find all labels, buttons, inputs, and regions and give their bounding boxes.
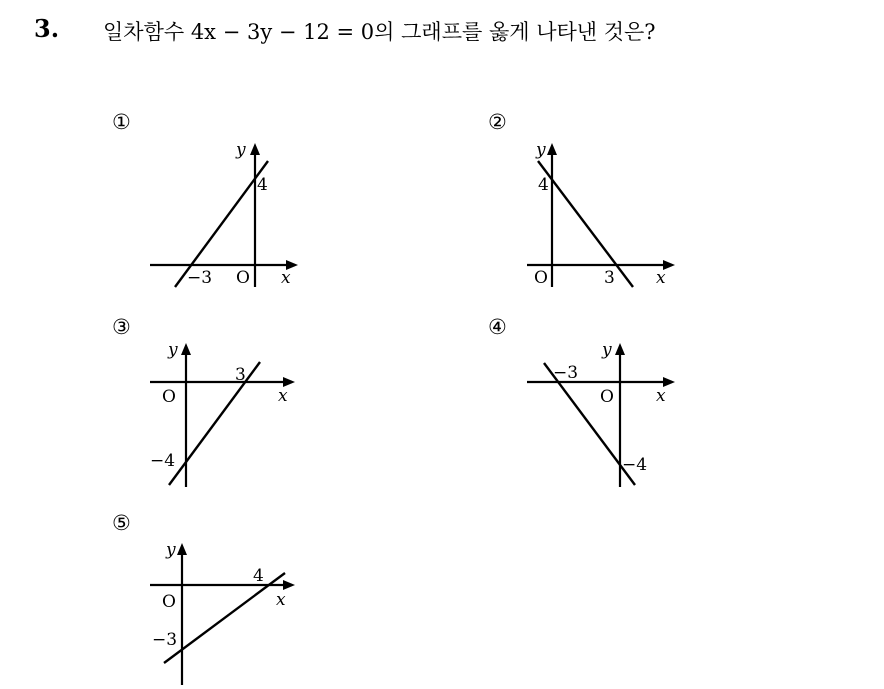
choice-1-graph (140, 135, 310, 295)
y-intercept-label: 4 (257, 175, 268, 195)
y-axis-label: y (536, 140, 546, 160)
origin-label: O (162, 387, 176, 407)
origin-label: O (534, 268, 548, 288)
choice-2-graph (520, 135, 690, 295)
y-intercept-label: 4 (538, 175, 549, 195)
y-axis-arrow (181, 343, 191, 355)
x-axis-label: x (281, 268, 291, 288)
choice-4-mark[interactable]: ④ (488, 315, 507, 339)
y-intercept-label: −3 (152, 630, 178, 650)
y-axis-arrow (177, 543, 187, 555)
y-axis-label: y (236, 140, 246, 160)
y-axis-label: y (168, 340, 178, 360)
y-intercept-label: −4 (150, 451, 176, 471)
x-intercept-label: −3 (187, 268, 213, 288)
choice-5-mark[interactable]: ⑤ (112, 511, 131, 535)
function-line (169, 362, 260, 485)
origin-label: O (236, 268, 250, 288)
origin-label: O (162, 592, 176, 612)
x-intercept-label: 3 (235, 365, 246, 385)
choice-1-mark[interactable]: ① (112, 110, 131, 134)
x-axis-arrow (283, 580, 295, 590)
y-axis-label: y (166, 540, 176, 560)
choice-2-mark[interactable]: ② (488, 110, 507, 134)
choice-5-graph (140, 535, 310, 689)
x-intercept-label: −3 (553, 363, 579, 383)
y-axis-arrow (615, 343, 625, 355)
x-intercept-label: 4 (253, 566, 264, 586)
choice-3-mark[interactable]: ③ (112, 315, 131, 339)
question-text: 일차함수 4x − 3y − 12 = 0의 그래프를 옳게 나타낸 것은? (103, 20, 656, 44)
choice-4-graph (520, 335, 690, 495)
x-axis-label: x (276, 590, 286, 610)
x-axis-label: x (278, 386, 288, 406)
question-number: 3. (34, 14, 60, 43)
y-axis-arrow (250, 143, 260, 155)
y-axis-label: y (602, 340, 612, 360)
x-axis-label: x (656, 268, 666, 288)
y-axis-arrow (547, 143, 557, 155)
x-axis-label: x (656, 386, 666, 406)
y-intercept-label: −4 (622, 455, 648, 475)
origin-label: O (600, 387, 614, 407)
choice-3-graph (140, 335, 310, 495)
x-intercept-label: 3 (604, 268, 615, 288)
